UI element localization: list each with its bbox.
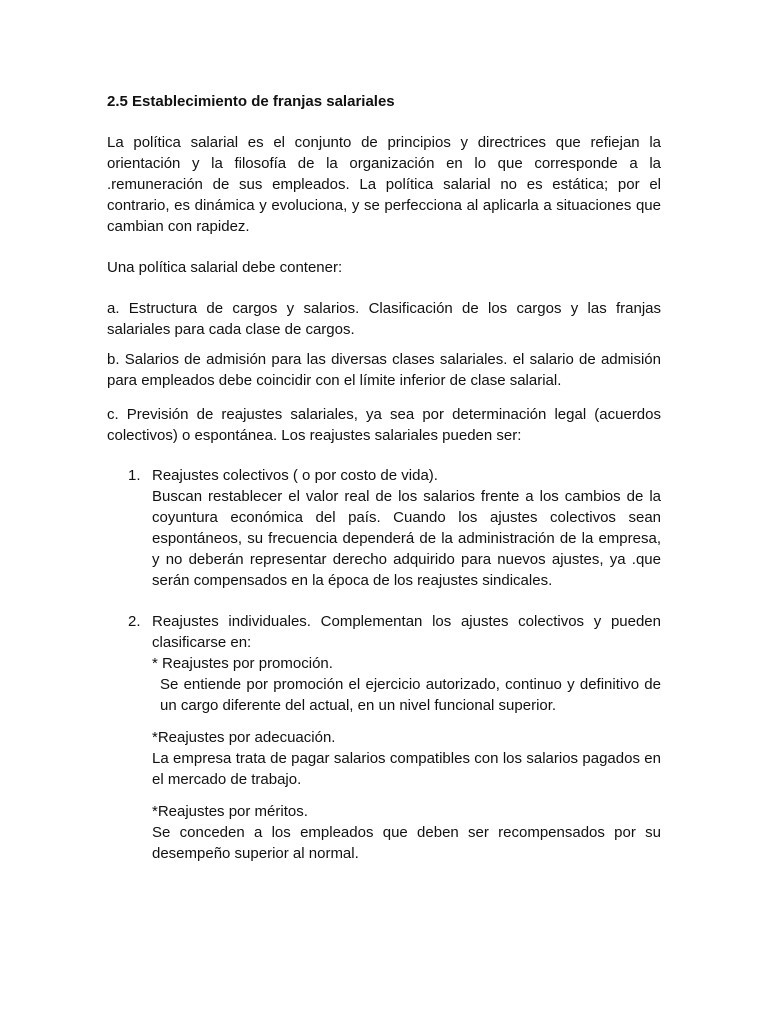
section-title: 2.5 Establecimiento de franjas salariales xyxy=(107,93,395,110)
list-number: 2. xyxy=(128,613,141,630)
policy-item-b: b. Salarios de admisión para las diversas clases salariales. el salario de admisión para empleados debe coincidir con el límite inferior de clase salarial. xyxy=(107,351,661,389)
policy-item-a: a. Estructura de cargos y salarios. Clasificación de los cargos y las franjas salariales para cada clase de cargos. xyxy=(107,300,661,338)
sub-item-text: Se conceden a los empleados que deben ser recompensados por su desempeño superior al normal. xyxy=(152,824,661,862)
document-page xyxy=(107,91,661,864)
sub-item-label: *Reajustes por adecuación. xyxy=(152,729,336,746)
sub-item-merit xyxy=(152,801,661,864)
sub-item-text: La empresa trata de pagar salarios compatibles con los salarios pagados en el mercado de trabajo. xyxy=(152,750,661,788)
adjustments-list xyxy=(107,465,661,864)
sub-item-promotion xyxy=(152,653,661,716)
policy-item-c: c. Previsión de reajustes salariales, ya sea por determinación legal (acuerdos colectivos) o espontánea. Los reajustes salariales pueden ser: xyxy=(107,406,661,444)
list-item-heading: Reajustes colectivos ( o por costo de vida). xyxy=(152,467,438,484)
intro-paragraph: La política salarial es el conjunto de principios y directrices que refiejan la orientación y la filosofía de la organización en lo que corresponde a la .remuneración de sus empleados. La política salarial no es estática; por el contrario, es dinámica y evoluciona, y se perfecciona al aplicarla a situaciones que cambian con rapidez. xyxy=(107,134,661,235)
list-item-heading: Reajustes individuales. Complementan los ajustes colectivos y pueden clasificarse en: xyxy=(152,613,661,651)
sub-item-text: Se entiende por promoción el ejercicio autorizado, continuo y definitivo de un cargo diferente del actual, en un nivel funcional superior. xyxy=(160,676,661,714)
sub-item-adequacy xyxy=(152,727,661,790)
sub-item-label: *Reajustes por méritos. xyxy=(152,803,308,820)
list-item-collective xyxy=(107,465,661,591)
list-number: 1. xyxy=(128,467,141,484)
list-item-body: Buscan restablecer el valor real de los salarios frente a los cambios de la coyuntura económica del país. Cuando los ajustes colectivos sean espontáneos, su frecuencia dependerá de la administración de la empresa, y no deberán representar derecho adquirido para nuevos ajustes, ya .que serán compensados en la época de los reajustes sindicales. xyxy=(152,488,661,589)
sub-item-label: * Reajustes por promoción. xyxy=(152,655,333,672)
list-item-individual xyxy=(107,611,661,864)
policy-lead-text: Una política salarial debe contener: xyxy=(107,259,343,276)
